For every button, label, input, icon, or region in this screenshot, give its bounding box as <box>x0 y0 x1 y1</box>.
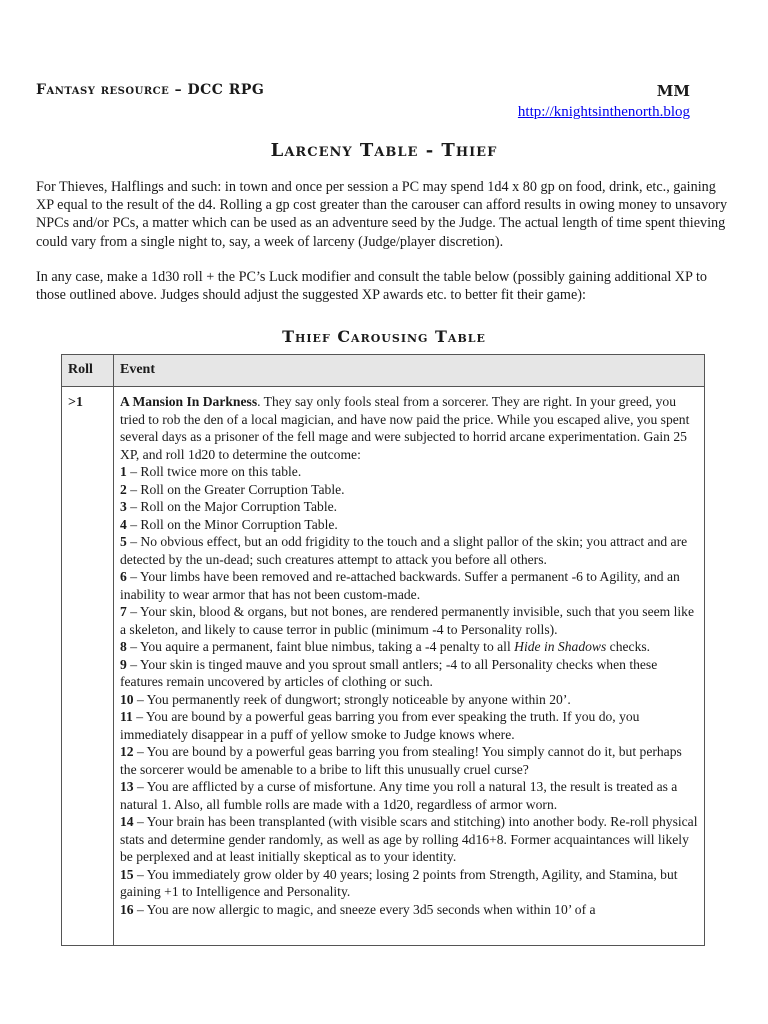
outcome-number: 4 <box>120 516 127 532</box>
outcome-number: 14 <box>120 814 134 829</box>
outcome-item <box>120 691 698 709</box>
event-intro: . They say only fools steal from a sorcerer. They are right. In your greed, you tried to rob the den of a local magician, and have now paid the price. While you escaped alive, you spent several days as a prisoner of the fell mage and were subjected to horrid arcane experimentation. Gain 25 XP, and roll 1d20 to determine the outcome: <box>120 394 690 462</box>
header-roll: Roll <box>62 355 114 386</box>
table-title: Thief Carousing Table <box>282 327 486 346</box>
carousing-table <box>61 354 705 946</box>
outcome-number: 6 <box>120 569 127 584</box>
outcome-item <box>120 656 698 691</box>
outcome-item <box>120 901 698 919</box>
outcome-item <box>120 481 698 499</box>
outcome-text: – Your brain has been transplanted (with visible scars and stitching) into another body. Re-roll physical stats and determine gender randomly, as well as age by rolling 4d16+8. Former acquaintances will likely be perplexed and at least initially skeptical as to your identity. <box>120 814 698 864</box>
outcome-text: – You are afflicted by a curse of misfortune. Any time you roll a natural 13, the result is treated as a natural 1. Also, all fumble rolls are made with a 1d20, regardless of armor worn. <box>120 779 678 812</box>
event-cell <box>114 387 704 946</box>
outcome-number: 10 <box>120 691 134 707</box>
outcome-number: 16 <box>120 901 134 917</box>
outcome-item <box>120 568 698 603</box>
event-title: A Mansion In Darkness <box>120 394 258 409</box>
outcome-number: 5 <box>120 534 127 549</box>
table-row <box>62 387 704 946</box>
outcome-text-after: checks. <box>606 639 651 654</box>
outcome-text: – Roll on the Greater Corruption Table. <box>126 481 345 497</box>
outcome-text: – You aquire a permanent, faint blue nimbus, taking a -4 penalty to all <box>126 639 515 654</box>
outcome-text: – No obvious effect, but an odd frigidity to the touch and a slight pallor of the skin; you attract and are detected by the un-dead; such creatures attempt to attack you before all others. <box>120 534 688 567</box>
header-resource-label: Fantasy resource – DCC RPG <box>36 82 265 98</box>
intro-paragraph: For Thieves, Halflings and such: in town and once per session a PC may spend 1d4 x 80 gp on food, drink, etc., gaining XP equal to the result of the d4. Rolling a gp cost greater than the carouser can afford results in owing money to unsavory NPCs and/or PCs, a matter which can be used as an adventure seed by the Judge. The actual length of time spent thieving could vary from a single night to, say, a week of larceny (Judge/player discretion). <box>36 179 728 250</box>
outcome-item <box>120 638 698 656</box>
header-event: Event <box>120 362 155 377</box>
instructions-paragraph: In any case, make a 1d30 roll + the PC’s Luck modifier and consult the table below (possibly gaining additional XP to those outlined above. Judges should adjust the suggested XP awards etc. to better fit their game): <box>36 269 708 304</box>
outcome-italic-text: Hide in Shadows <box>514 639 607 654</box>
header-author: MM <box>656 82 690 100</box>
outcome-number: 13 <box>120 779 134 794</box>
outcome-text: – Your limbs have been removed and re-attached backwards. Suffer a permanent -6 to Agility, and an inability to wear armor that has not been custom-made. <box>120 569 680 602</box>
blog-link[interactable]: http://knightsinthenorth.blog <box>517 104 690 120</box>
outcome-list <box>120 463 698 918</box>
outcome-number: 7 <box>120 604 127 619</box>
outcome-item <box>120 708 698 743</box>
outcome-number: 1 <box>120 464 127 479</box>
outcome-text: – You immediately grow older by 40 years; losing 2 points from Strength, Agility, and Stamina, but gaining +1 to Intelligence and Personality. <box>120 866 678 899</box>
outcome-text: – Roll on the Minor Corruption Table. <box>126 516 338 532</box>
outcome-number: 12 <box>120 744 134 759</box>
outcome-number: 11 <box>120 709 133 724</box>
outcome-text: – You are now allergic to magic, and sneeze every 3d5 seconds when within 10’ of a <box>133 901 596 917</box>
table-header-row <box>62 355 704 387</box>
outcome-text: – You are bound by a powerful geas barring you from stealing! You simply cannot do it, but perhaps the sorcerer would be amenable to a bribe to lift this unusually cruel curse? <box>120 744 682 777</box>
outcome-item <box>120 603 698 638</box>
outcome-text: – Your skin is tinged mauve and you sprout small antlers; -4 to all Personality checks when these features remain uncovered by articles of clothing or such. <box>120 656 658 689</box>
outcome-item <box>120 778 698 813</box>
outcome-number: 9 <box>120 656 127 672</box>
outcome-number: 8 <box>120 639 127 654</box>
page-title: Larceny Table - Thief <box>270 140 498 161</box>
outcome-text: – Your skin, blood & organs, but not bones, are rendered permanently invisible, such that you seem like a skeleton, and likely to cause terror in public (minimum -4 to Personality rolls). <box>120 604 694 637</box>
outcome-number: 2 <box>120 481 127 497</box>
outcome-item <box>120 463 698 481</box>
outcome-text: – You are bound by a powerful geas barring you from ever speaking the truth. If you do, you immediately disappear in a puff of yellow smoke to Judge knows where. <box>120 709 640 742</box>
outcome-number: 15 <box>120 866 134 882</box>
outcome-text: – Roll on the Major Corruption Table. <box>126 499 338 514</box>
outcome-item <box>120 498 698 516</box>
outcome-number: 3 <box>120 499 127 514</box>
outcome-item <box>120 813 698 866</box>
outcome-item <box>120 743 698 778</box>
outcome-item <box>120 533 698 568</box>
roll-cell: >1 <box>62 387 114 946</box>
outcome-item <box>120 516 698 534</box>
outcome-text: – Roll twice more on this table. <box>126 464 302 479</box>
outcome-item <box>120 866 698 901</box>
outcome-text: – You permanently reek of dungwort; strongly noticeable by anyone within 20’. <box>133 691 571 707</box>
